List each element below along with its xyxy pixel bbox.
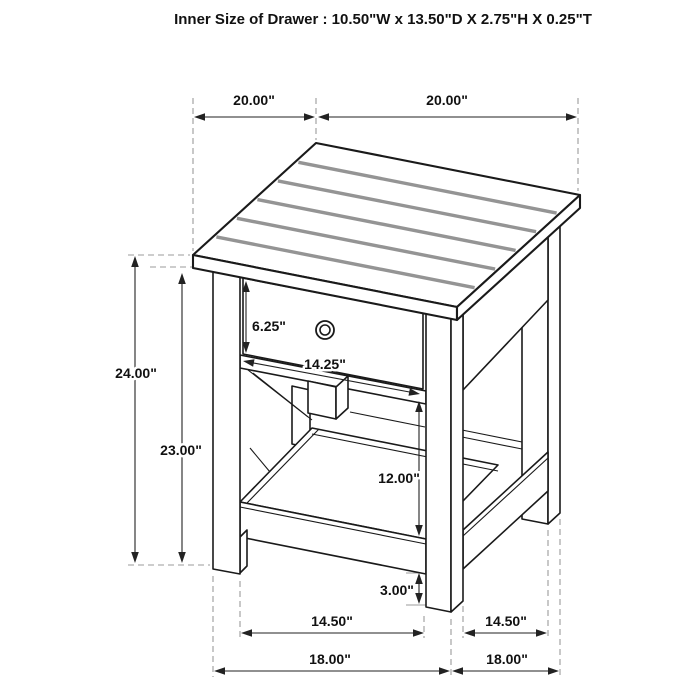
dim-label-top-width-left: 20.00" xyxy=(233,92,275,108)
dim-label-shelf-clearance: 12.00" xyxy=(378,470,420,486)
center-support-front xyxy=(308,381,336,419)
front-left-leg-side xyxy=(240,530,247,573)
dim-label-drawer-height: 6.25" xyxy=(252,318,286,334)
dim-label-base-depth: 18.00" xyxy=(486,651,528,667)
dim-base-depth xyxy=(452,651,559,675)
dim-label-overall-height: 24.00" xyxy=(115,365,157,381)
dim-label-floor-clearance: 3.00" xyxy=(380,582,414,598)
dim-label-drawer-width: 14.25" xyxy=(304,356,346,372)
front-left-leg xyxy=(213,271,240,574)
dim-top-width-right xyxy=(318,92,577,121)
dim-top-width-left xyxy=(194,92,315,121)
dim-label-side-leg-span: 14.50" xyxy=(485,613,527,629)
dim-front-leg-span xyxy=(241,613,424,637)
back-right-leg-side xyxy=(548,218,560,524)
diagram-title: Inner Size of Drawer : 10.50"W x 13.50"D X 2.75"H X 0.25"T xyxy=(174,11,592,28)
front-right-leg xyxy=(426,313,451,612)
dim-label-height-below-top: 23.00" xyxy=(160,442,202,458)
dim-overall-height xyxy=(115,256,157,563)
dim-side-leg-span xyxy=(464,613,547,637)
dim-label-front-leg-span: 14.50" xyxy=(311,613,353,629)
front-right-leg-side xyxy=(451,307,463,612)
dim-floor-clearance xyxy=(380,573,423,604)
dim-label-top-width-right: 20.00" xyxy=(426,92,468,108)
drawer-knob-icon xyxy=(316,321,334,339)
dim-label-base-width: 18.00" xyxy=(309,651,351,667)
dim-height-below-top xyxy=(160,273,202,563)
dim-base-width xyxy=(214,651,450,675)
